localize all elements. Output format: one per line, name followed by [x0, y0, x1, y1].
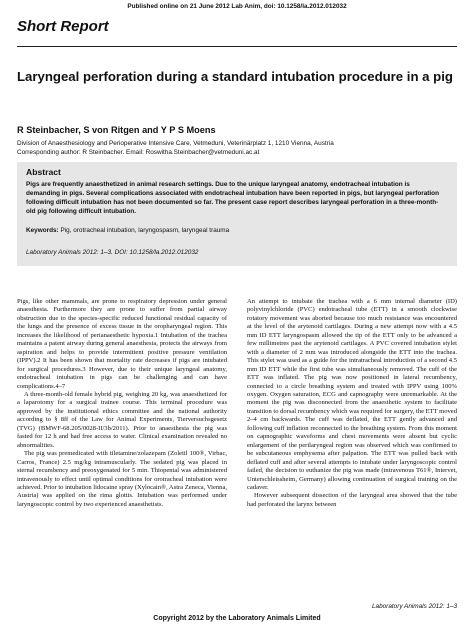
footer-journal-page: Laboratory Animals 2012: 1–3	[371, 603, 457, 610]
journal-citation: Laboratory Animals 2012: 1–3. DOI: 10.1258/la.2012.012032	[26, 249, 199, 256]
body-column-left	[17, 298, 227, 509]
body-paragraph: However subsequent dissection of the laryngeal area showed that the tube had perforated the larynx between	[247, 492, 457, 508]
keywords-label: Keywords:	[26, 227, 59, 234]
body-paragraph: The pig was premedicated with tiletamine/zolazepam (Zoletil 100®, Virbac, Carros, France) 2.5 mg/kg intramuscularly. The sedated pig was placed in sternal recumbency and preoxygenated for 5 min. Thiopental was administered intravenously to effect until optimal conditions for orotracheal intubation were achieved. Prior to intubation lidocaine spray (Xylocain®, Astra Zeneca, Vienna, Austria) was applied on the rima glottis. Intubation was performed under laryngoscopic control by two experienced anaesthetists.	[17, 450, 227, 508]
body-column-right	[247, 298, 457, 509]
author-list: R Steinbacher, S von Ritgen and Y P S Moens	[17, 125, 216, 135]
affiliation-text: Division of Anaesthesiology and Perioperative Intensive Care, Vetmeduni, Veterinärplatz 1, 1210 Vienna, Austria	[17, 140, 334, 147]
published-online-line: Published online on 21 June 2012 Lab Anim, doi: 10.1258/la.2012.012032	[127, 3, 347, 10]
body-paragraph: A three-month-old female hybrid pig, weighing 20 kg, was anaesthetized for a laparotomy for a surgical trainee course. This terminal procedure was approved by the institutional ethics committee and the national authority according to § 8ff of the Law for Animal Experiments, Tierversuchsgesetz (TVG) (BMWF-68.205/0028-II/3b/2011). Prior to anaesthesia the pig was fasted for 12 h and had free access to water. Clinical examination revealed no abnormalities.	[17, 390, 227, 449]
header-divider	[17, 46, 457, 47]
section-label: Short Report	[17, 18, 109, 35]
article-title: Laryngeal perforation during a standard intubation procedure in a pig	[17, 69, 453, 84]
affiliation-block	[17, 140, 457, 157]
body-paragraph: An attempt to intubate the trachea with a 6 mm internal diameter (ID) polyvinylchloride (PVC) endotracheal tube (ETT) in a smooth clockwise rotatory movement was aborted because too much resistance was encountered at the level of the arytenoid cartilages. During a new attempt now with a 4.5 mm ID ETT laryngospasm allowed the tip of the ETT only to be advanced a few millimetres past the arytenoid cartilages. A PVC covered intubation stylet with a diameter of 2 mm was introduced alongside the ETT into the trachea. This stylet was used as a guide for the intratracheal introduction of a second 4.5 mm ID ETT while the first tube was simultaneously removed. The cuff of the ETT was inflated. The pig was now positioned in lateral recumbency, connected to a circle breathing system and treated with IPPV using 100% oxygen. Oxygen saturation, ECG and capnography were unremarkable. At the moment the pig was disconnected from the anaesthetic system to facilitate transition to dorsal recumbency which was required for surgery, the ETT moved 2–4 cm backwards. The cuff was deflated, the ETT gently advanced and following cuff inflation reconnected to the breathing system. From this moment on capnographic waveforms and chest movements were absent but cyclic enlargement of the perilaryngeal region was observed which was confirmed to be subcutaneous emphysema after palpation. The ETT was pulled back with deflated cuff and after several attempts to intubate under laryngoscopic control failed, the decision to euthanize the pig was made (intravenous T61®, Intervet, Unterschleissheim, Germany) allowing continuation of surgical training on the cadaver.	[247, 298, 457, 491]
body-paragraph: Pigs, like other mammals, are prone to respiratory depression under general anaesthesia. Furthermore they are prone to suffer from partial airway obstruction due to the species-specific reduced functional residual capacity of the lungs and the presence of excess tissue in the oropharyngeal region. This increases the likelihood of perianaesthetic hypoxia.1 Intubation of the trachea maintains a patent airway during general anaesthesia, protects the airways from aspiration and helps to provide intermittent positive pressure ventilation (IPPV).2 It has been shown that mortality rate decreases if pigs are intubated for surgical procedures.3 However, due to their unique laryngeal anatomy, endotracheal intubation in pigs can be challenging and can have complications.4–7	[17, 298, 227, 390]
keywords-text: Pig, orotracheal intubation, laryngospasm, laryngeal trauma	[60, 227, 230, 234]
abstract-heading: Abstract	[26, 167, 61, 177]
abstract-text: Pigs are frequently anaesthetized in animal research settings. Due to the unique laryngeal anatomy, endotracheal intubation is demanding in pigs. Several complications associated with endotracheal intubation have been reported in pigs, but laryngeal perforation following difficult intubation has not been documented so far. The present case report describes laryngeal perforation in a three-month-old pig following difficult intubation.	[26, 181, 439, 216]
corresponding-author: Corresponding author: R Steinbacher. Email: Roswitha.Steinbacher@vetmeduni.ac.at	[17, 148, 260, 156]
keywords-line	[26, 227, 444, 234]
copyright-line: Copyright 2012 by the Laboratory Animals Limited	[153, 615, 321, 622]
